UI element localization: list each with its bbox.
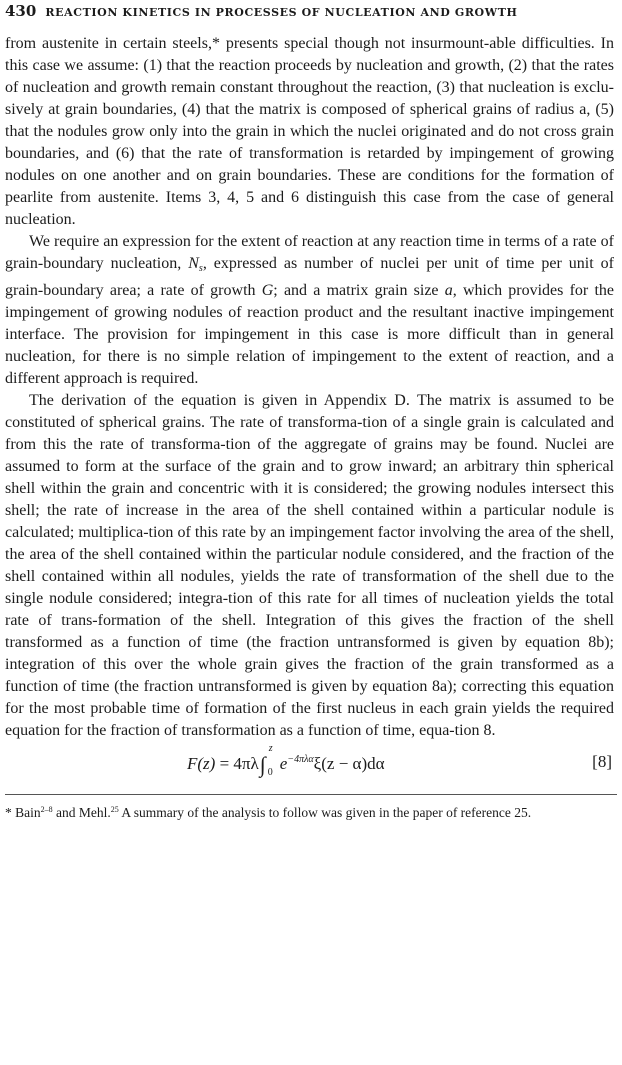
equation-lhs: F(z)	[187, 754, 216, 773]
equation-equals: = 4πλ	[219, 754, 259, 773]
equation-number: [8]	[592, 752, 612, 771]
equation-8	[5, 743, 614, 784]
footnote-rule	[5, 794, 617, 795]
exponent: −4πλα	[287, 754, 314, 765]
integrand: ξ(z − α)dα	[313, 754, 385, 773]
equation-body	[187, 743, 385, 778]
running-title: REACTION KINETICS IN PROCESSES OF NUCLEATION AND GROWTH	[45, 6, 518, 19]
exp-base: e	[279, 754, 288, 773]
paragraph-3: The derivation of the equation is given in Appendix D. The matrix is assumed to be constituted of spherical grains. The rate of transforma-tion of a single grain is calculated and from this the rate of transforma-tion of the aggregate of grains may be found. Nuclei are assumed to form at the surface of the grain and to grow inward; an arbitrary thin spherical shell within the grain and concentric with it is considered; the growing nodules intersect this shell; the rate of increase in the area of the shell contained within a particular nodule is calculated; multiplica-tion of this rate by an impingement factor involving the area of the shell, the area of the shell contained within the particular nodule considered, and the fraction of the shell contained within all nodules, yields the rate of transformation of the shell due to the single nodule considered; integra-tion of this rate for all times of nucleation yields the total rate of trans-formation of the shell. Integration of this gives the fraction of the shell transformed as a function of time (the fraction untransformed is given by equation 8b); integration of this over the whole grain gives the fraction of the grain transformed as a function of time (the fraction untransformed is given by equation 8a); correcting this equation for the most probable time of formation of the first nucleus in each grain yields the required equation for the fraction of transformation as a function of time, equa-tion 8.	[5, 392, 614, 739]
page-number: 430	[5, 2, 37, 20]
paragraph-2: We require an expression for the extent of reaction at any reaction time in terms of a rate of grain-boundary nucleation, $N_s$, expressed as number of nuclei per unit of time per unit of grain-boundary area; a rate of growth G; and a matrix grain size a, which provides for the impingement of growing nodules of reaction product and the resultant inactive impingement interface. The provision for impingement in this case is more difficult than in general nucleation, for there is no simple relation of impingement to the extent of reaction, and a different approach is required.	[5, 233, 615, 387]
running-header	[5, 0, 614, 22]
paragraph-1: from austenite in certain steels,* presents special though not insurmount-able difficulties. In this case we assume: (1) that the reaction proceeds by nucleation and growth, (2) that the rates of nucleation and growth remain constant throughout the reaction, (3) that nucleation is exclu-sively at grain boundaries, (4) that the matrix is composed of spherical grains of radius a, (5) that the nodules grow only into the grain in which the nuclei originated and do not cross grain boundaries, and (6) that the rate of transformation is retarded by impingement of growing nodules on one another and on grain boundaries. These are conditions for the formation of pearlite from austenite. Items 3, 4, 5 and 6 distinguish this case from the case of general nucleation.	[5, 35, 614, 228]
footnote: * Bain$^{2-8}$ and Mehl.$^{25}$ A summary of the analysis to follow was given in the paper of reference 25.	[5, 805, 532, 820]
integral-sign: ∫ z 0	[259, 743, 273, 778]
body-text	[5, 33, 614, 742]
